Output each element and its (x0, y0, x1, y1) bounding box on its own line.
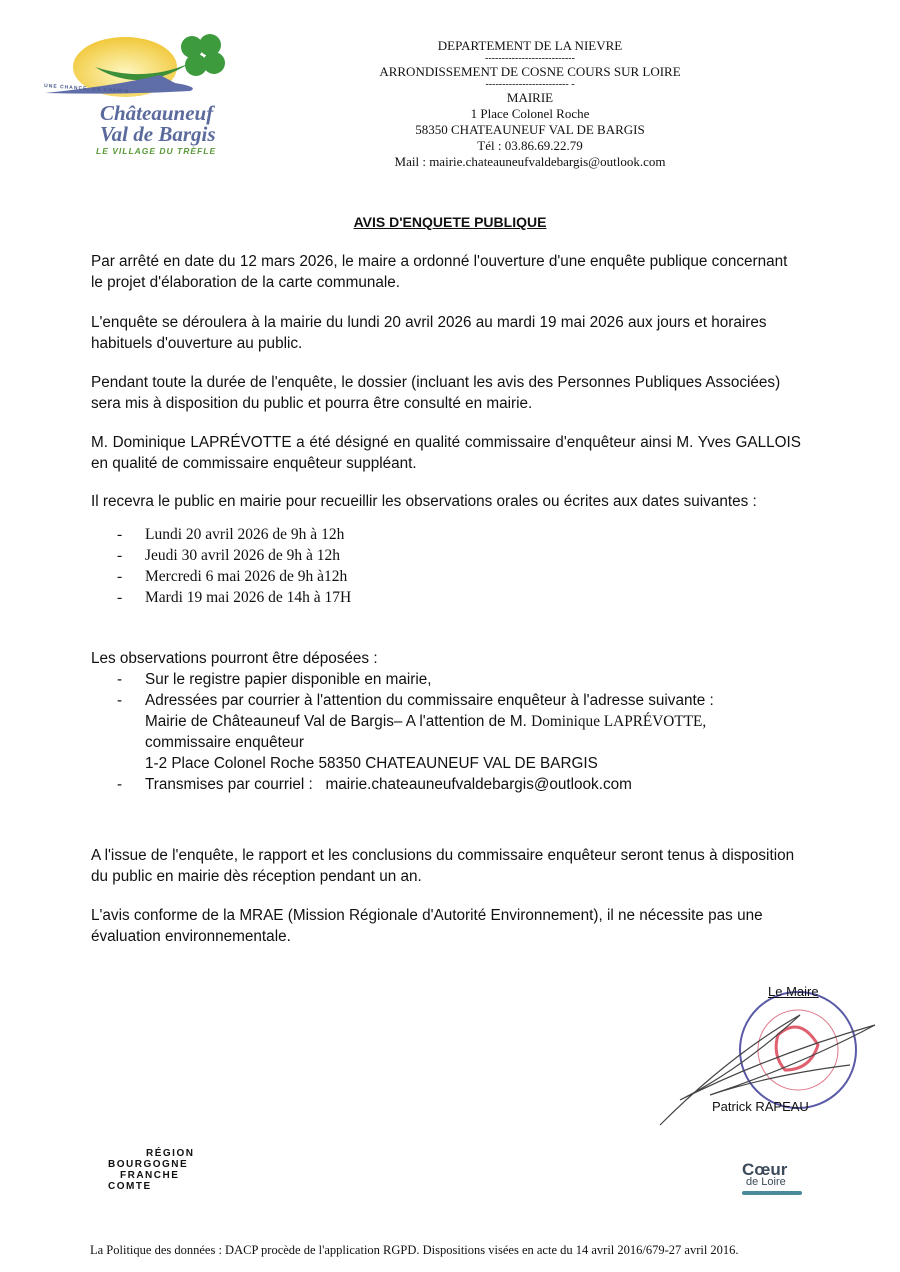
paragraph: L'avis conforme de la MRAE (Mission Régionale d'Autorité Environnement), il ne nécessite pas une évaluation environnementale. (91, 907, 763, 945)
paragraph: Il recevra le public en mairie pour recueillir les observations orales ou écrites aux dates suivantes : (91, 493, 757, 510)
list-item: - Lundi 20 avril 2026 de 9h à 12h (117, 524, 351, 545)
paragraph: L'enquête se déroulera à la mairie du lundi 20 avril 2026 au mardi 19 mai 2026 aux jours et horaires habituels d'ouverture au public. (91, 314, 767, 352)
list-item: - Adressées par courrier à l'attention du commissaire enquêteur à l'adresse suivante : Mairie de Châteauneuf Val de Bargis– A l'attention de M. Dominique LAPRÉVOTTE, commissaire enquêteur 1-2 Place Colonel Roche 58350 CHATEAUNEUF VAL DE BARGIS (117, 690, 714, 774)
deposit-list (117, 669, 714, 795)
footer-note: La Politique des données : DACP procède de l'application RGPD. Dispositions visées en acte du 14 avril 2016/679-27 avril 2016. (90, 1243, 739, 1257)
paragraph: Pendant toute la durée de l'enquête, le dossier (incluant les avis des Personnes Publiques Associées) sera mis à disposition du public et pourra être consulté en mairie. (91, 374, 781, 412)
commune-logo: UNE CHANCE, UN CHEMIN Châteauneuf Val de Bargis LE VILLAGE DU TRÈFLE (40, 25, 240, 165)
email-link[interactable]: mairie.chateauneufvaldebargis@outlook.com (325, 776, 632, 793)
paragraph: Les observations pourront être déposées : (91, 650, 378, 667)
sun-clover-logo-icon (40, 25, 240, 105)
list-item: - Mardi 19 mai 2026 de 14h à 17H (117, 587, 351, 608)
mayor-name: Patrick RAPEAU (712, 1099, 809, 1114)
page-title: AVIS D'ENQUETE PUBLIQUE (353, 214, 547, 230)
paragraph: A l'issue de l'enquête, le rapport et les conclusions du commissaire enquêteur seront tenus à disposition du public en mairie dès réception pendant un an. (91, 847, 795, 885)
list-item: - Jeudi 30 avril 2026 de 9h à 12h (117, 545, 351, 566)
dates-list (117, 524, 351, 608)
list-item: - Transmises par courriel : mairie.chateauneufvaldebargis@outlook.com (117, 774, 714, 795)
region-logo: RÉGION BOURGOGNE FRANCHE COMTE (108, 1148, 195, 1192)
list-item: - Sur le registre papier disponible en mairie, (117, 669, 714, 690)
logo-name: Châteauneuf Val de Bargis (100, 101, 216, 146)
header-email: Mail : mairie.chateauneufvaldebargis@outlook.com (394, 154, 666, 169)
paragraph: Par arrêté en date du 12 mars 2026, le maire a ordonné l'ouverture d'une enquête publique concernant le projet d'élaboration de la carte communale. (91, 253, 788, 291)
letterhead: DEPARTEMENT DE LA NIEVRE --------------------------- ARRONDISSEMENT DE COSNE COURS SUR LOIRE ------------------------- - MAIRIE 1 Place Colonel Roche 58350 CHATEAUNEUF VAL DE BARGIS Tél : 03.86.69.22.79 Mail : mairie.chateauneufvaldebargis@outlook.com (300, 38, 760, 170)
logo-tagline: LE VILLAGE DU TRÈFLE (96, 146, 217, 156)
list-item: - Mercredi 6 mai 2026 de 9h à12h (117, 566, 351, 587)
coeur-de-loire-logo: Cœur de Loire (742, 1160, 802, 1195)
paragraph: M. Dominique LAPRÉVOTTE a été désigné en qualité commissaire d'enquêteur ainsi M. Yves GALLOIS en qualité de commissaire enquêteur suppléant. (91, 434, 801, 472)
signature-block: Le Maire Patrick RAPEAU (650, 975, 880, 1135)
